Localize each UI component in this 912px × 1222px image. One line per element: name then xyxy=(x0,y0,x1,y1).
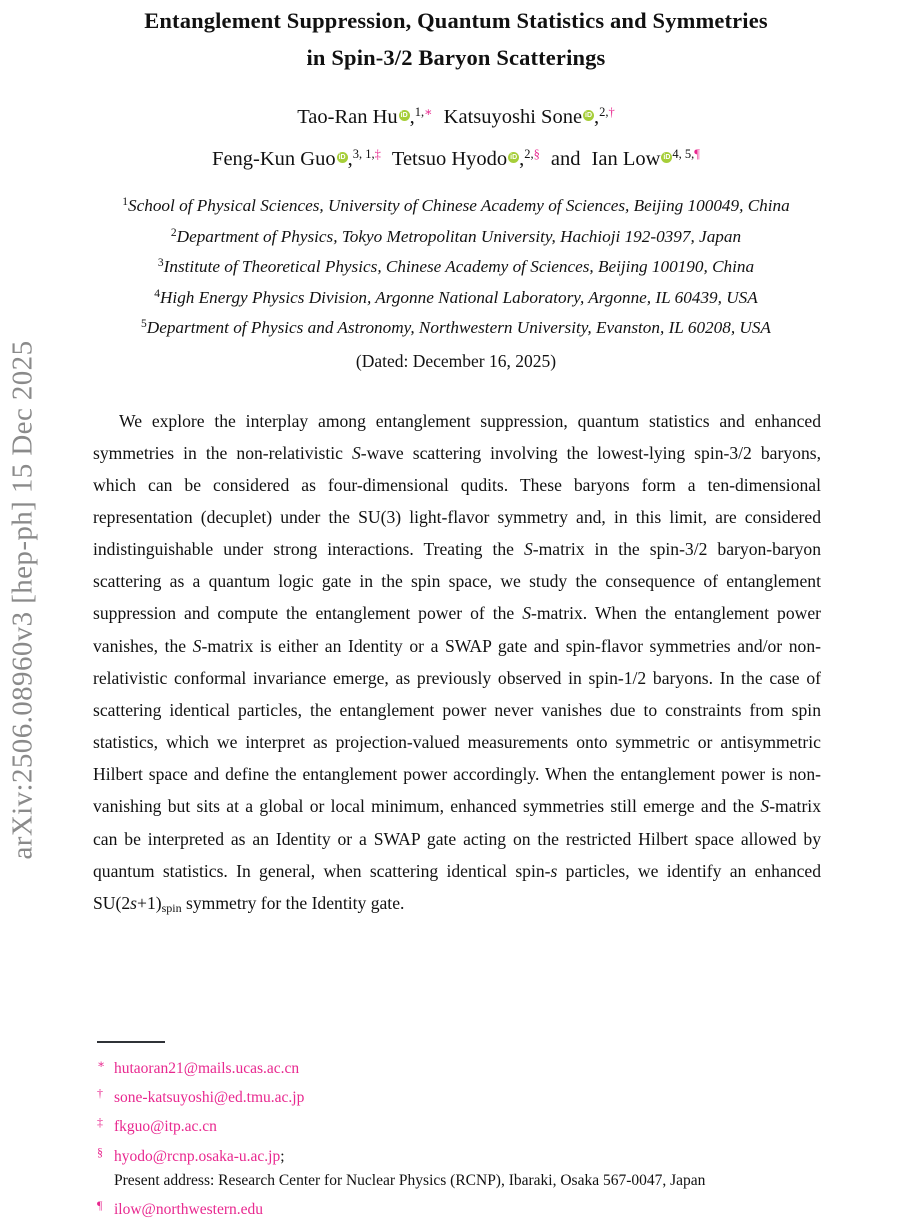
author-affiliation-ref: 2, xyxy=(524,147,534,161)
abstract-math-s: S xyxy=(760,796,770,817)
author-comma: , xyxy=(594,106,600,128)
abstract-text: particles, we identify an enhanced SU(2 xyxy=(93,860,821,913)
footnote-symbol: ¶ xyxy=(97,1198,103,1213)
abstract-math-s: s xyxy=(130,892,138,913)
affiliation-text: Department of Physics, Tokyo Metropolitan University, Hachioji 192-0397, Japan xyxy=(176,226,742,246)
author-tetsuo-hyodo xyxy=(392,148,540,170)
orcid-icon[interactable] xyxy=(337,152,348,163)
abstract-math-s: S xyxy=(192,635,202,656)
abstract-text: -matrix is either an Identity or a SWAP gate and spin-flavor symmetries and/or non-relativistic conformal invariance emerge, as previously observed in spin-1/2 baryons. In the case of scattering identical particles, the entanglement power never vanishes due to constraints from spin statistics, which we interpret as projection-valued measurements onto symmetric or antisymmetric Hilbert space and define the entanglement power accordingly. When the entanglement power is non-vanishing but sits at a global or local minimum, enhanced symmetries still emerge and the xyxy=(93,635,822,817)
footnote-item-3 xyxy=(97,1110,897,1139)
title-line-1: Entanglement Suppression, Quantum Statistics and Symmetries xyxy=(144,8,768,33)
paper-title xyxy=(0,0,912,76)
abstract-text: -wave scattering involving the lowest-lying spin-3/2 baryons, which can be considered as four-dimensional qudits. These baryons form a ten-dimensional representation (decuplet) under the SU(3) light-flavor symmetry and, in this limit, are considered indistinguishable under strong interactions. Treating the xyxy=(93,442,821,560)
abstract-paragraph xyxy=(93,405,821,925)
author-line-1 xyxy=(0,94,912,136)
abstract-text: We explore the interplay among entanglement suppression, quantum statistics and enhanced symmetries in the non-relativistic xyxy=(93,410,821,463)
affiliation-text: Department of Physics and Astronomy, Northwestern University, Evanston, IL 60208, USA xyxy=(146,318,771,337)
footnote-item-6 xyxy=(97,1193,897,1222)
author-comma: , xyxy=(519,148,525,170)
affiliation-text: School of Physical Sciences, University of Chinese Academy of Sciences, Beijing 100049, China xyxy=(128,196,790,215)
author-feng-kun-guo xyxy=(212,148,381,170)
author-tao-ran-hu xyxy=(297,106,432,128)
author-footnote-marker[interactable]: ∗ xyxy=(424,105,433,119)
author-affiliation-ref: 4, 5, xyxy=(672,147,695,161)
affiliation-number: 2 xyxy=(170,226,177,239)
abstract-text: -matrix. When the entanglement power vanishes, the xyxy=(93,603,822,656)
footnote-list xyxy=(97,1041,897,1222)
affiliation-item-4 xyxy=(0,281,912,312)
author-footnote-marker[interactable]: § xyxy=(533,147,540,161)
author-name: Tao-Ran Hu xyxy=(297,106,398,128)
footnote-email-link[interactable]: hutaoran21@mails.ucas.ac.cn xyxy=(114,1060,300,1077)
footnote-symbol: † xyxy=(97,1086,103,1101)
footnote-item-4 xyxy=(97,1140,897,1169)
author-comma: , xyxy=(409,106,415,128)
footnote-divider xyxy=(97,1041,165,1043)
author-footnote-marker[interactable]: † xyxy=(608,105,615,119)
abstract-math-s: S xyxy=(522,603,532,624)
orcid-icon[interactable] xyxy=(661,152,672,163)
footnote-present-address: Present address: Research Center for Nuclear Physics (RCNP), Ibaraki, Osaka 567-0047, Japan xyxy=(114,1171,706,1189)
affiliation-number: 3 xyxy=(157,257,164,269)
author-affiliation-ref: 2, xyxy=(599,105,609,119)
affiliation-item-3 xyxy=(0,250,912,281)
affiliation-list xyxy=(0,189,912,342)
affiliation-number: 1 xyxy=(122,196,129,208)
abstract-math-s: S xyxy=(351,442,361,463)
affiliation-text: Institute of Theoretical Physics, Chinese Academy of Sciences, Beijing 100190, China xyxy=(163,257,755,276)
author-name: Ian Low xyxy=(591,148,661,170)
abstract xyxy=(91,405,821,925)
author-footnote-marker[interactable]: ‡ xyxy=(374,147,381,161)
author-name: Tetsuo Hyodo xyxy=(391,148,508,170)
author-line-2 xyxy=(0,136,912,178)
abstract-text: -matrix in the spin-3/2 baryon-baryon scattering as a quantum logic gate in the spin space, we study the consequence of entanglement suppression and compute the entanglement power of the xyxy=(93,539,821,624)
author-footnote-marker[interactable]: ¶ xyxy=(694,147,700,161)
affiliation-number: 5 xyxy=(141,318,147,330)
author-list xyxy=(0,94,912,178)
orcid-icon[interactable] xyxy=(399,110,410,121)
author-name: Katsuyoshi Sone xyxy=(443,106,583,128)
abstract-math-s: s xyxy=(550,860,558,881)
arxiv-stamp-text: arXiv:2506.08960v3 [hep-ph] 15 Dec 2025 xyxy=(6,340,39,860)
footnote-item-present-address xyxy=(97,1169,897,1193)
footnote-item-2 xyxy=(97,1081,897,1110)
affiliation-item-2 xyxy=(0,220,912,251)
affiliation-item-1 xyxy=(0,189,912,220)
orcid-icon[interactable] xyxy=(508,152,519,163)
footnote-symbol: § xyxy=(97,1144,103,1159)
abstract-text: symmetry for the Identity gate. xyxy=(181,892,405,913)
abstract-math-s: S xyxy=(523,539,533,560)
footnote-trailing-punctuation: ; xyxy=(280,1147,285,1165)
footnote-email-link[interactable]: fkguo@itp.ac.cn xyxy=(114,1118,217,1136)
title-line-2: in Spin-3/2 Baryon Scatterings xyxy=(306,45,606,70)
footnote-symbol: ‡ xyxy=(97,1115,103,1130)
orcid-icon[interactable] xyxy=(583,110,594,121)
author-comma: , xyxy=(347,148,353,170)
author-name: Feng-Kun Guo xyxy=(212,148,336,170)
footnote-symbol: ∗ xyxy=(97,1057,106,1071)
footnote-email-link[interactable]: hyodo@rcnp.osaka-u.ac.jp xyxy=(114,1147,281,1165)
footnote-item-1 xyxy=(97,1052,897,1081)
affiliation-item-5 xyxy=(0,311,912,342)
author-conjunction: and xyxy=(550,148,581,170)
footnote-email-link[interactable]: sone-katsuyoshi@ed.tmu.ac.jp xyxy=(114,1089,305,1107)
abstract-text: +1) xyxy=(137,892,162,913)
author-affiliation-ref: 1, xyxy=(414,105,425,119)
footnote-email-link[interactable]: ilow@northwestern.edu xyxy=(114,1201,264,1219)
author-affiliation-ref: 3, 1, xyxy=(352,147,375,161)
affiliation-text: High Energy Physics Division, Argonne National Laboratory, Argonne, IL 60439, USA xyxy=(160,287,758,307)
abstract-subscript-spin: spin xyxy=(161,900,182,915)
author-ian-low xyxy=(592,148,700,170)
author-katsuyoshi-sone xyxy=(444,106,615,128)
abstract-text: -matrix can be interpreted as an Identity or a SWAP gate acting on the restricted Hilbert space allowed by quantum statistics. In general, when scattering identical spin- xyxy=(93,796,821,881)
affiliation-number: 4 xyxy=(154,287,160,300)
dated-line: (Dated: December 16, 2025) xyxy=(355,350,557,371)
